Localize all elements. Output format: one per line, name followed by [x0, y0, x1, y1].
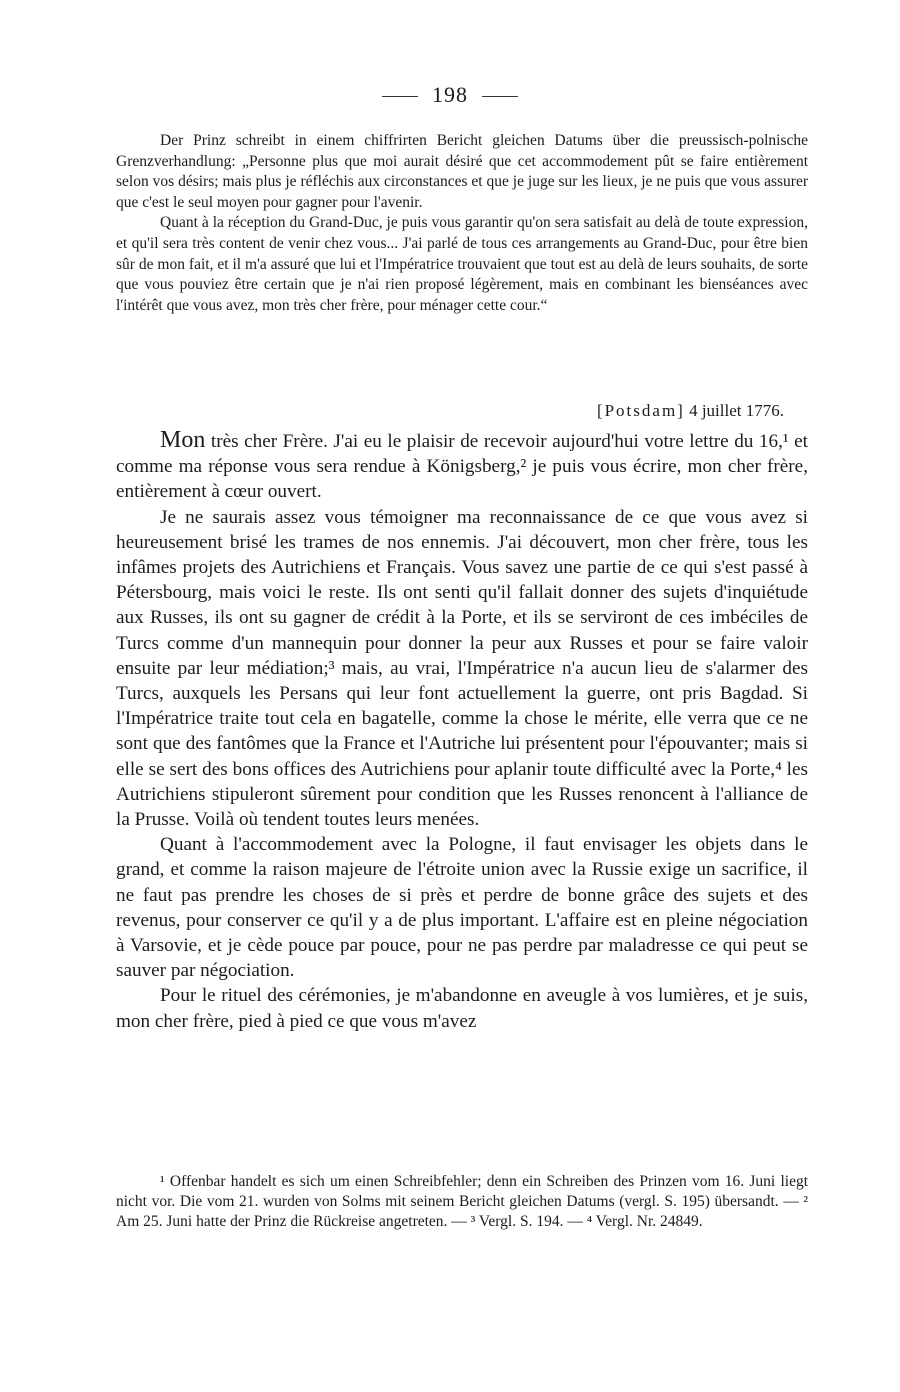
- dateline-place: [Potsdam]: [596, 401, 685, 420]
- intro-note: [116, 131, 808, 316]
- letter-opening-word: Mon: [160, 427, 206, 453]
- dateline-date: 4 juillet 1776.: [689, 401, 784, 420]
- letter-paragraph: Je ne saurais assez vous témoigner ma reconnaissance de ce que vous avez si heureusement brisé les trames de nos ennemis. J'ai découvert, mon cher frère, tous les infâmes projets des Autrichiens et Français. Vous savez une partie de ce qui s'est passé à Pétersbourg, mais voici le reste. Ils ont senti qu'il fallait donner des sujets d'inquiétude aux Russes, ils ont su gagner de crédit à la Porte, et ils se serviront de ces imbéciles de Turcs comme d'un mannequin pour donner la peur aux Russes et pour se faire valoir ensuite par leur médiation;³ mais, au vrai, l'Impératrice n'a aucun lieu de s'alarmer des Turcs, auxquels les Persans qui leur font actuellement la guerre, ont pris Bagdad. Si l'Impératrice traite tout cela en bagatelle, comme la chose le mérite, elle verra que ce ne sont que des fantômes que la France et l'Autriche lui présentent pour l'épouvanter; mais si elle se sert des bons offices des Autrichiens pour aplanir toute difficulté avec la Porte,⁴ les Autrichiens stipuleront sûrement pour condition que les Russes renoncent à l'alliance de la Prusse. Voilà où tendent toutes leurs menées.: [116, 506, 808, 831]
- header-rule-right: [482, 96, 518, 97]
- letter-paragraph: Pour le rituel des cérémonies, je m'abandonne en aveugle à vos lumières, et je suis, mon cher frère, pied à pied ce que vous m'avez: [116, 985, 808, 1032]
- page-header: [0, 82, 900, 108]
- letter-opening-text: très cher Frère. J'ai eu le plaisir de recevoir aujourd'hui votre lettre du 16,¹ et comme ma réponse vous sera rendue à Königsberg,² je puis vous écrire, mon cher frère, entièrement à cœur ouvert.: [116, 431, 809, 503]
- footnote-text: ¹ Offenbar handelt es sich um einen Schreibfehler; denn ein Schreiben des Prinzen vom 16. Juni liegt nicht vor. Die vom 21. wurden von Solms mit seinem Bericht gleichen Datums (vergl. S. 195) übersandt. — ² Am 25. Juni hatte der Prinz die Rückreise angetreten. — ³ Vergl. S. 194. — ⁴ Vergl. Nr. 24849.: [116, 1173, 808, 1230]
- page-number: 198: [432, 82, 468, 107]
- letter-opening-paragraph: [116, 428, 808, 505]
- letter-paragraph: Quant à l'accommodement avec la Pologne, il faut envisager les objets dans le grand, et comme la raison majeure de l'étroite union avec la Russie exige un sacrifice, il ne faut pas prendre les choses de si près et perdre de bonne grâce des sujets et des revenus, pour conserver ce qu'il y a de plus important. L'affaire est en pleine négociation à Varsovie, et je cède pouce par pouce, pour ne pas perdre par maladresse ce qui peut se sauver par négociation.: [116, 834, 808, 982]
- letter-body: [116, 428, 808, 1034]
- intro-paragraph: Quant à la réception du Grand-Duc, je puis vous garantir qu'on sera satisfait au delà de toute expression, et qu'il sera très content de venir chez vous... J'ai parlé de tous ces arrangements au Grand-Duc, pour être bien sûr de mon fait, et il m'a assuré que lui et l'Impératrice trouvaient que tout est au delà de leurs souhaits, de sorte que vous pouviez être certain que je n'ai rien proposé légèrement, mais en combinant les bienséances avec l'intérêt que vous avez, mon très cher frère, pour ménager cette cour.“: [116, 214, 808, 314]
- header-rule-left: [382, 96, 418, 97]
- letter-dateline: [116, 401, 784, 421]
- footnotes: [116, 1172, 808, 1231]
- intro-paragraph: Der Prinz schreibt in einem chiffrirten Bericht gleichen Datums über die preussisch-polnische Grenzverhandlung: „Personne plus que moi aurait désiré que cet accommodement pût se faire entièrement selon vos désirs; mais plus je réfléchis aux circonstances et que je juge sur les lieux, je ne puis que vous assurer que c'est le seul moyen pour gagner pour l'avenir.: [116, 132, 808, 211]
